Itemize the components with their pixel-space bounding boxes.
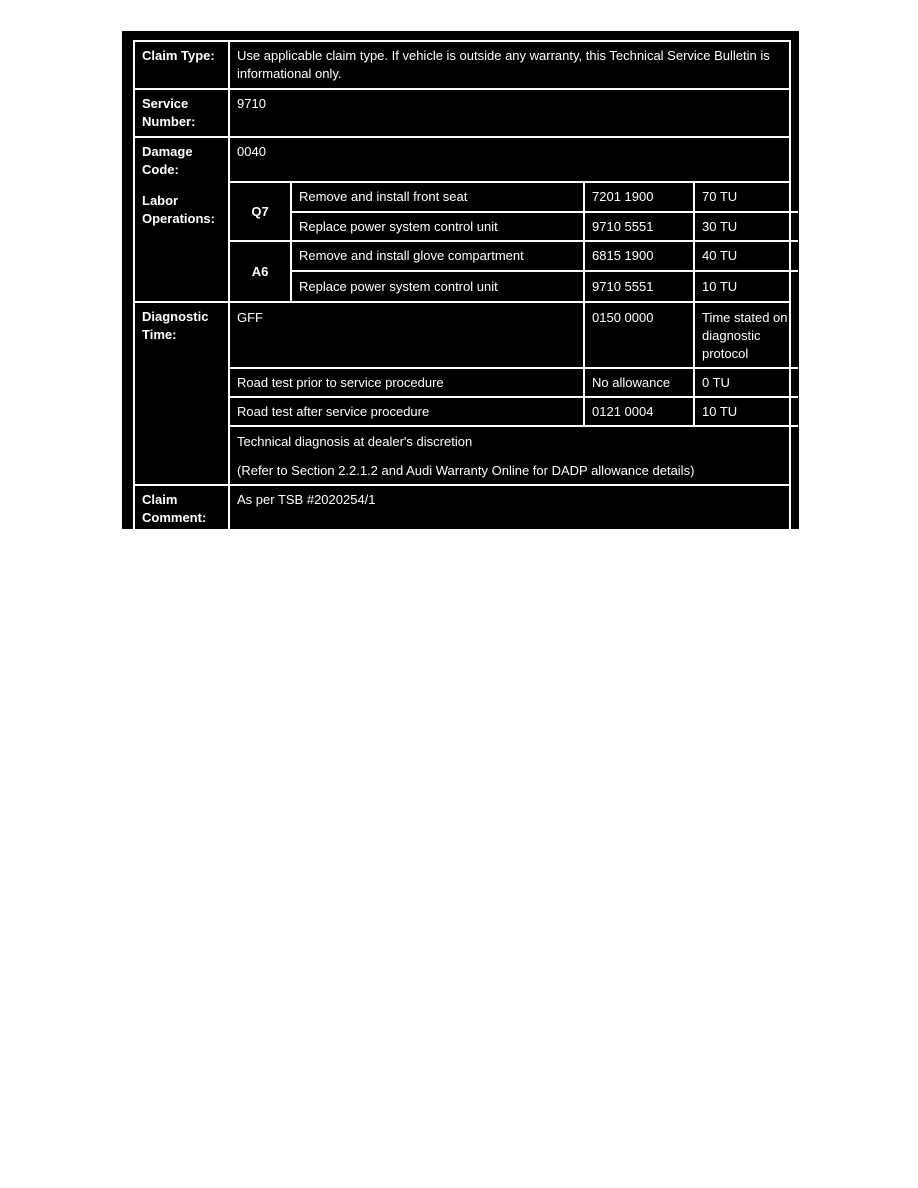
labor-time: 70 TU — [694, 183, 798, 212]
diagnostic-row-gff — [230, 303, 798, 368]
warranty-claim-table-block — [122, 31, 799, 529]
damage-code-label: Damage Code: — [142, 144, 193, 177]
service-number-label: Service Number: — [134, 89, 229, 137]
model-a6: A6 — [230, 241, 291, 301]
damage-code-labor-row — [134, 137, 790, 302]
diagnostic-time-value: 0 TU — [694, 368, 798, 397]
labor-description: Remove and install glove compartment — [291, 241, 584, 271]
labor-time: 40 TU — [694, 241, 798, 271]
diagnostic-description: Road test prior to service procedure — [230, 368, 584, 397]
service-number-value: 9710 — [229, 89, 790, 137]
claim-type-value: Use applicable claim type. If vehicle is outside any warranty, this Technical Service Bulletin is informational only. — [229, 41, 790, 89]
labor-operations-label: Labor Operations: — [142, 193, 215, 226]
labor-row-a6-2 — [230, 271, 798, 301]
labor-code: 7201 1900 — [584, 183, 694, 212]
diagnostic-time-row — [134, 302, 790, 485]
diagnostic-time-value: Time stated on diagnostic protocol — [694, 303, 798, 368]
diagnostic-note-cell — [230, 426, 798, 484]
claim-type-label: Claim Type: — [134, 41, 229, 89]
labor-row-q7-1 — [230, 183, 798, 212]
diagnostic-time-table — [230, 303, 798, 484]
diagnostic-code: 0121 0004 — [584, 397, 694, 426]
diagnostic-time-label: Diagnostic Time: — [134, 302, 229, 485]
labor-code: 9710 5551 — [584, 271, 694, 301]
diagnostic-time-value: 10 TU — [694, 397, 798, 426]
diagnostic-row-road-after — [230, 397, 798, 426]
diagnostic-description: Road test after service procedure — [230, 397, 584, 426]
labor-description: Replace power system control unit — [291, 271, 584, 301]
labor-time: 10 TU — [694, 271, 798, 301]
claim-comment-value: As per TSB #2020254/1 — [229, 485, 790, 529]
diagnostic-time-content-cell — [229, 302, 790, 485]
diagnostic-code: 0150 0000 — [584, 303, 694, 368]
diagnostic-description: GFF — [230, 303, 584, 368]
labor-code: 6815 1900 — [584, 241, 694, 271]
warranty-claim-table — [133, 40, 791, 529]
claim-comment-row — [134, 485, 790, 529]
claim-comment-label: Claim Comment: — [134, 485, 229, 529]
labor-row-a6-1 — [230, 241, 798, 271]
damage-code-value: 0040 — [230, 138, 789, 183]
damage-labor-label-cell — [134, 137, 229, 302]
claim-type-row — [134, 41, 790, 89]
diagnostic-row-road-prior — [230, 368, 798, 397]
diagnostic-note-line2: (Refer to Section 2.2.1.2 and Audi Warranty Online for DADP allowance details) — [237, 463, 695, 478]
labor-row-q7-2 — [230, 212, 798, 241]
damage-labor-content-cell — [229, 137, 790, 302]
labor-description: Remove and install front seat — [291, 183, 584, 212]
labor-time: 30 TU — [694, 212, 798, 241]
diagnostic-code: No allowance — [584, 368, 694, 397]
service-number-row — [134, 89, 790, 137]
labor-description: Replace power system control unit — [291, 212, 584, 241]
labor-code: 9710 5551 — [584, 212, 694, 241]
diagnostic-note-line1: Technical diagnosis at dealer's discretion — [237, 434, 473, 449]
diagnostic-note-row — [230, 426, 798, 484]
model-q7: Q7 — [230, 183, 291, 241]
labor-operations-table — [230, 183, 798, 301]
